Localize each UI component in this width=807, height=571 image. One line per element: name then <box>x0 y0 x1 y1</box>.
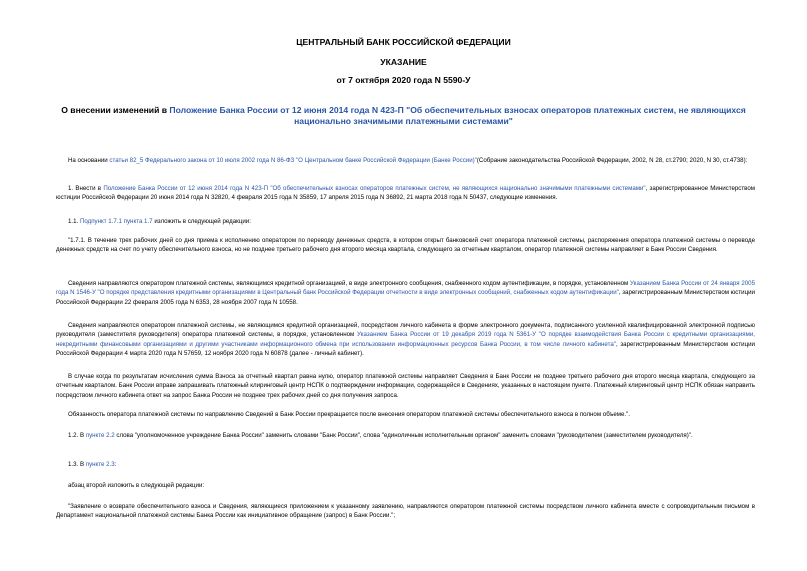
paragraph-text: , зарегистрированным Министерством юстиции Российской Федерации 4 марта 2020 года N 57659, 12 ноября 2020 года N 60878 (далее - личный кабинет). <box>56 340 755 358</box>
paragraph-text: , зарегистрированное Министерством юстиции Российской Федерации 20 июня 2014 года N 32820, 4 февраля 2015 года N 35859, 17 апреля 2015 года N 36892, 21 марта 2018 года N 50437, следующие изменения. <box>56 185 755 202</box>
document-kind-heading: УКАЗАНИЕ <box>380 57 427 67</box>
paragraph-text: Сведения направляются оператором платежной системы, не являющимся кредитной организацией, посредством личного кабинета в форме электронного документа, подписанного усиленной квалифицированной электронной подписью руководителя (заместителя руководителя) оператора платежной системы, в порядке, установленном <box>56 322 755 339</box>
point-2-3-link[interactable]: пункте 2.3 <box>85 461 115 468</box>
regulation-link[interactable]: Положение Банка России от 12 июня 2014 года N 423-П "Об обеспечительных взносах операторов платежных систем, не являющихся национально значимыми платежными системами" <box>103 185 646 192</box>
paragraph-text: 1.2. В <box>68 432 86 439</box>
directive-5361-u-link[interactable]: Указанием Банка России от 19 декабря 2019 года N 5361-У "О порядке взаимодействия Банка России с кредитными организациями, некредитными финансовыми организациями и другими участниками информационного обмена при использовании информационных ресурсов Банка России, в том числе личного кабинета" <box>56 331 755 348</box>
paragraph-text: : <box>114 461 117 468</box>
paragraph-item-1 <box>56 184 755 203</box>
paragraph-text: На основании <box>68 157 110 164</box>
directive-1546-u-link[interactable]: Указанием Банка России от 24 января 2005 года N 1546-У "О порядке представления кредитными организациями в Центральный банк Российской Федерации отчетности в виде электронных сообщений, снабженных кодом аутентификации" <box>56 280 755 297</box>
paragraph-second-subparagraph: абзац второй изложить в следующей редакции: <box>68 482 205 489</box>
paragraph-item-1-2 <box>56 431 755 440</box>
federal-law-link[interactable]: статьи 82_5 Федерального закона от 10 июля 2002 года N 86-ФЗ "О Центральном банке Российской Федерации (Банке России)" <box>109 157 477 164</box>
paragraph-text: 1.3. В <box>68 461 86 468</box>
document-date-heading: от 7 октября 2020 года N 5590-У <box>336 75 471 85</box>
paragraph-text: 1. Внести в <box>68 185 104 192</box>
issuer-heading: ЦЕНТРАЛЬНЫЙ БАНК РОССИЙСКОЙ ФЕДЕРАЦИИ <box>296 37 511 47</box>
title-text: О внесении изменений в <box>61 105 170 115</box>
paragraph-item-1-3 <box>56 460 755 469</box>
paragraph-zero-contribution: В случае когда по результатам исчисления сумма Взноса за отчетный квартал равна нулю, оператор платежной системы направляет Сведения в Банк России не позднее третьего рабочего дня второго месяца квартала, следующего за отчетным кварталом. Банк России вправе запрашивать платежный клиринговый центр НСПК о подтверждении информации, содержащейся в Сведениях, указанных в настоящем пункте. Платежный клиринговый центр НСПК обязан направить посредством личного кабинета ответ на запрос Банка России не позднее трех рабочих дней со дня получения запроса. <box>56 373 755 399</box>
paragraph-obligation-ends: Обязанность оператора платежной системы по направлению Сведений в Банк России прекращается после внесения оператором платежной системы обеспечительного взноса в полном объеме.". <box>68 411 630 418</box>
paragraph-new-1-7-1: "1.7.1. В течение трех рабочих дней со дня приема к исполнению оператором по переводу денежных средств, в котором открыт банковский счет оператора платежной системы, распоряжения оператора платежной системы о переводе денежных средств на счет по учету обеспечительного взноса, но не позднее третьего рабочего дня второго месяца квартала, следующего за отчетным кварталом, оператор платежной системы направляет в Банк России Сведения. <box>56 237 755 254</box>
point-2-2-link[interactable]: пункте 2.2 <box>85 432 115 439</box>
paragraph-refund-application: "Заявление о возврате обеспечительного взноса и Сведения, являющиеся приложением к указанному заявлению, направляются оператором платежной системы посредством личного кабинета вместе с сопроводительным письмом в Департамент национальной платежной системы Банка России как инициативное обращение (запрос) в Банк России."; <box>56 503 755 520</box>
paragraph-credit-org-reporting <box>56 279 755 307</box>
paragraph-text: 1.1. <box>68 218 80 225</box>
subpoint-1-7-1-link[interactable]: Подпункт 1.7.1 пункта 1.7 <box>79 218 153 225</box>
paragraph-personal-account <box>56 321 755 359</box>
paragraph-legal-basis <box>56 156 755 165</box>
paragraph-text: Сведения направляются оператором платежной системы, являющимся кредитной организацией, в виде электронного сообщения, снабженного кодом аутентификации, в порядке, установленном <box>68 280 630 287</box>
paragraph-text: , зарегистрированным Министерством юстиции Российской Федерации 22 февраля 2005 года N 6353, 28 ноября 2007 года N 10558. <box>56 289 755 306</box>
paragraph-item-1-1 <box>56 217 755 226</box>
paragraph-text: изложить в следующей редакции: <box>152 218 251 225</box>
paragraph-text: слова "уполномоченное учреждение Банка России" заменить словами "Банк России", слова "единоличным исполнительным органом" заменить словами "руководителем (заместителем руководителя)". <box>114 432 693 439</box>
document-title <box>40 105 767 127</box>
title-regulation-link[interactable]: Положение Банка России от 12 июня 2014 года N 423-П "Об обеспечительных взносах операторов платежных систем, не являющихся национально значимыми платежными системами" <box>169 105 746 126</box>
paragraph-text: (Собрание законодательства Российской Федерации, 2002, N 28, ст.2790; 2020, N 30, ст.4738): <box>476 157 748 164</box>
